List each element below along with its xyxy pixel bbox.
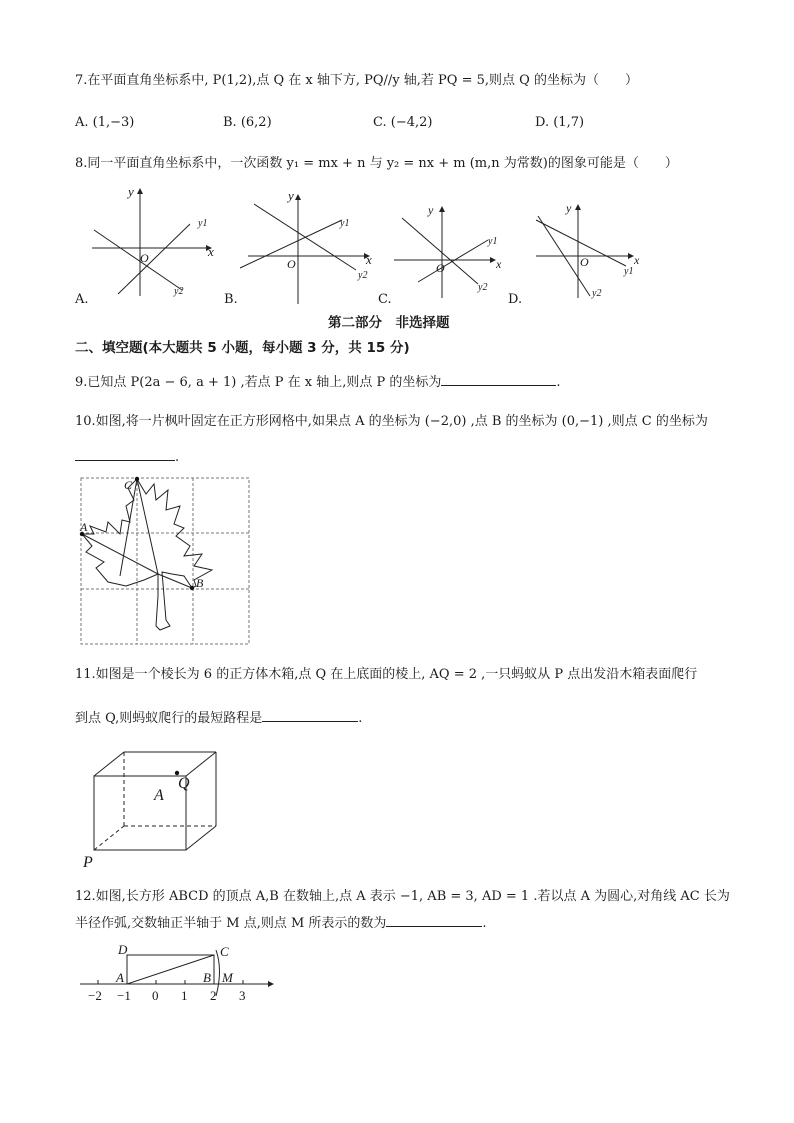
axis-x-label: x (208, 244, 214, 259)
q8-graph-a (88, 184, 218, 302)
q7-option-a: A. (1,−3) (75, 115, 135, 130)
line1-label: y1 (340, 218, 350, 229)
point-a-label: A (116, 970, 124, 985)
axis-y-label: y (566, 201, 572, 215)
q9-stem: 9.已知点 P(2a − 6, a + 1) ,若点 P 在 x 轴上,则点 P 的坐标为 . (75, 375, 561, 390)
point-d-label: D (118, 942, 128, 957)
axis-y-label: y (288, 188, 294, 203)
number-line-figure (76, 940, 280, 1002)
axis-x-label: x (634, 253, 640, 267)
q8-graph-c (392, 200, 510, 300)
q12-stem-line2: 半径作弧,交数轴正半轴于 M 点,则点 M 所表示的数为 . (75, 916, 487, 931)
origin-label: O (436, 261, 445, 275)
q11-stem-line1: 11.如图是一个棱长为 6 的正方体木箱,点 Q 在上底面的棱上, AQ = 2 ,一只蚂蚁从 P 点出发沿木箱表面爬行 (75, 667, 698, 682)
origin-label: O (140, 251, 149, 265)
line2-label: y2 (358, 270, 368, 281)
origin-label: O (287, 257, 296, 271)
axis-x-label: x (496, 257, 502, 271)
line1-label: y1 (488, 236, 498, 247)
q8-stem: 8.同一平面直角坐标系中，一次函数 y₁ = mx + n 与 y₂ = nx + m (m,n 为常数)的图象可能是（ ） (75, 156, 678, 171)
axis-y-label: y (428, 203, 434, 217)
point-c-dot (135, 477, 139, 481)
q8-label-b: B. (224, 292, 238, 307)
line2-label: y2 (478, 282, 488, 293)
tick-label: −2 (88, 988, 102, 1003)
q7-option-b: B. (6,2) (223, 115, 272, 130)
axis-x-label: x (366, 252, 372, 267)
q11-stem-line2: 到点 Q,则蚂蚁爬行的最短路程是 . (75, 711, 363, 726)
q12-stem-line1: 12.如图,长方形 ABCD 的顶点 A,B 在数轴上,点 A 表示 −1, AB = 3, AD = 1 .若以点 A 为圆心,对角线 AC 长为 (75, 889, 730, 904)
point-b-label: B (203, 970, 211, 985)
maple-leaf-figure (80, 476, 252, 646)
tick-label: 0 (152, 988, 159, 1003)
q11-answer-blank[interactable] (262, 709, 358, 722)
point-p-label: P (83, 854, 93, 871)
q8-label-a: A. (75, 292, 89, 307)
q8-graph-b (240, 184, 380, 304)
line1-label: y1 (198, 218, 208, 229)
point-a-label: A (154, 787, 164, 804)
q10-answer-blank[interactable] (75, 448, 175, 461)
line2-label: y2 (174, 286, 184, 297)
q8-graph-d (534, 198, 644, 302)
point-c-label: C (220, 944, 229, 959)
point-b-dot (190, 586, 194, 590)
tick-label: −1 (117, 988, 131, 1003)
section-2-title: 第二部分 非选择题 (328, 315, 450, 331)
point-m-label: M (222, 970, 233, 985)
q7-option-d: D. (1,7) (535, 115, 585, 130)
axis-y-label: y (128, 184, 134, 199)
q7-stem: 7.在平面直角坐标系中, P(1,2),点 Q 在 x 轴下方, PQ//y 轴,若 PQ = 5,则点 Q 的坐标为（ ） (75, 73, 638, 88)
point-a-label: A (80, 520, 88, 534)
cube-figure (80, 748, 220, 870)
tick-label: 2 (210, 988, 217, 1003)
q12-answer-blank[interactable] (386, 914, 482, 927)
q8-label-c: C. (378, 292, 392, 307)
q10-stem: 10.如图,将一片枫叶固定在正方形网格中,如果点 A 的坐标为 (−2,0) ,点 B 的坐标为 (0,−1) ,则点 C 的坐标为 (75, 414, 708, 429)
q7-option-c: C. (−4,2) (373, 115, 433, 130)
q10-answer-line: . (75, 448, 179, 466)
point-b-label: B (196, 576, 204, 590)
fill-blank-section-title: 二、填空题(本大题共 5 小题，每小题 3 分，共 15 分) (75, 340, 410, 356)
line2-label: y2 (592, 288, 602, 299)
q8-label-d: D. (508, 292, 523, 307)
q9-answer-blank[interactable] (441, 373, 556, 386)
point-c-label: C (124, 478, 133, 492)
point-q-label: Q (178, 775, 190, 792)
line1-label: y1 (624, 266, 634, 277)
tick-label: 3 (239, 988, 246, 1003)
origin-label: O (580, 255, 589, 269)
tick-label: 1 (181, 988, 188, 1003)
